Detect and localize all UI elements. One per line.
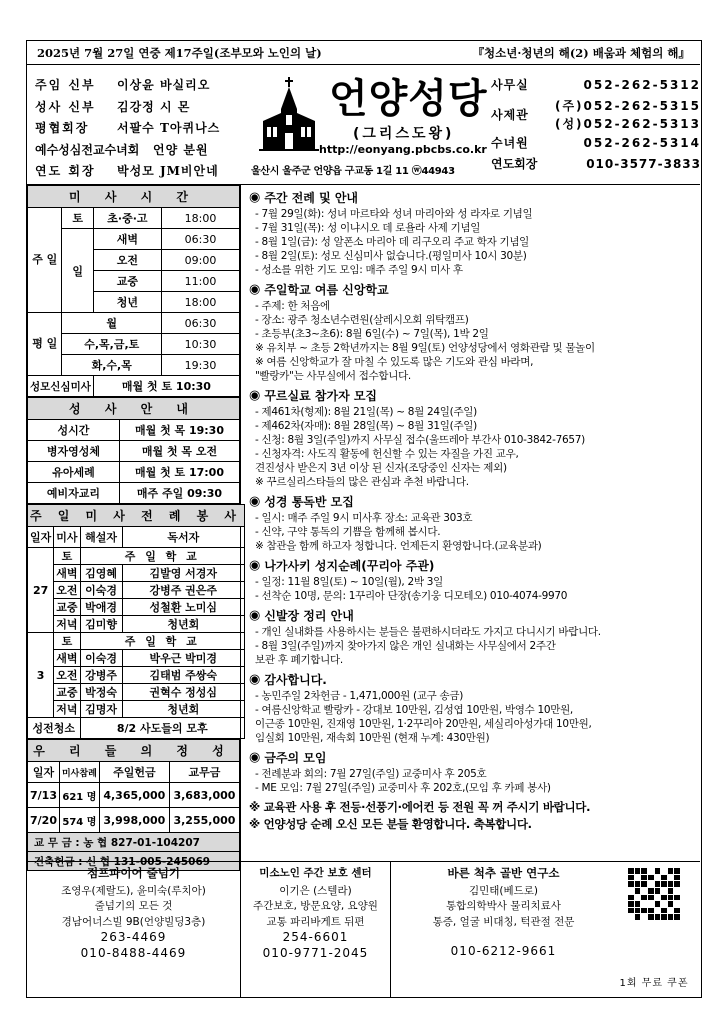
left-column — [27, 185, 242, 868]
ministry-mass: 오전 — [54, 582, 80, 599]
mass-name: 새벽 — [93, 229, 161, 250]
mass-name: 화,수,목 — [62, 355, 162, 376]
ministry-sat-group: 주 일 학 교 — [80, 548, 244, 565]
contact-label: 수녀원 — [491, 135, 529, 150]
ministry-commentator: 박정숙 — [80, 684, 122, 701]
sat-label: 토 — [62, 208, 93, 229]
sacrament-name: 성시간 — [28, 420, 120, 441]
contact-row — [491, 133, 701, 155]
news-line: - 주제: 한 처음에 — [255, 300, 330, 312]
mass-time: 18:00 — [162, 292, 240, 313]
ministry-reader: 권혁수 정성심 — [122, 684, 244, 701]
news-line: - 여름신앙학교 빨랑카 - 강대보 10만원, 김성엽 10만원, 박영수 10만원, — [255, 704, 573, 716]
news-section — [249, 189, 694, 277]
ad-text — [395, 866, 612, 993]
mass-name: 수,목,금,토 — [62, 334, 162, 355]
ministry-commentator: 박애경 — [80, 599, 122, 616]
ministry-reader: 김태범 주쌍숙 — [122, 667, 244, 684]
ad-line: 통합의학박사 물리치료사 — [446, 900, 561, 912]
news-line: - 8월 2일(토): 성모 신심미사 없습니다.(평일미사 10시 30분) — [255, 250, 527, 262]
offering-title: 우 리 들 의 정 성 — [28, 740, 240, 762]
contact-row — [491, 154, 701, 176]
sacrament-time: 매월 첫 목 오전 — [120, 441, 240, 462]
ad-line: 교통 파리바게트 뒤편 — [266, 915, 365, 928]
mass-time: 18:00 — [162, 208, 240, 229]
news-column — [241, 185, 700, 861]
ministry-mass: 새벽 — [54, 565, 80, 582]
news-line: ※ 유치부 ~ 초등 2학년까지는 8월 9일(토) 언양성당에서 영화관람 및 물놀이 — [255, 342, 595, 354]
clergy-role: 평협회장 — [35, 121, 90, 135]
news-section — [249, 607, 694, 667]
mass-name: 오전 — [93, 250, 161, 271]
clergy-role: 성사 신부 — [35, 99, 96, 114]
ministry-commentator: 김명자 — [80, 701, 122, 718]
col-day: 일자 — [28, 527, 54, 548]
news-title-text: 성경 통독반 모집 — [264, 495, 354, 509]
bullet-icon: ◉ — [249, 558, 261, 573]
ministry-mass: 저녁 — [54, 701, 80, 718]
bulletin-theme: 『청소년·청년의 해(2) 배움과 체험의 해』 — [472, 45, 690, 60]
news-line: - 선착순 10명, 문의: 1꾸리아 단장(송기웅 디모테오) 010-4074-9970 — [255, 590, 568, 602]
clergy-name: 박성모 JM비안네 — [117, 164, 219, 178]
news-section — [249, 749, 694, 795]
news-section — [249, 557, 694, 603]
sacrament-name: 병자영성체 — [28, 441, 120, 462]
ad-line: 통증, 얼굴 비대칭, 턱관절 전문 — [432, 915, 575, 928]
bullet-icon: ◉ — [249, 608, 261, 623]
ministry-mass: 교중 — [54, 684, 80, 701]
contact-row — [491, 75, 701, 97]
news-title — [249, 387, 694, 404]
clergy-row — [35, 75, 225, 97]
news-section — [249, 387, 694, 489]
mass-time: 11:00 — [162, 271, 240, 292]
news-line: - 일정: 11월 8일(토) ~ 10일(월), 2박 3일 — [255, 576, 443, 588]
clergy-row — [35, 118, 225, 140]
col-count: 미사참례 — [59, 762, 99, 783]
bullet-icon: ◉ — [249, 388, 261, 403]
news-title — [249, 671, 694, 688]
contact-number-group — [551, 97, 701, 133]
news-line: - 신청: 8월 3일(주일)까지 사무실 접수(울뜨레아 부간사 010-3842-7657) — [255, 434, 585, 446]
bullet-icon: ◉ — [249, 190, 261, 205]
mass-time: 09:00 — [162, 250, 240, 271]
news-title — [249, 749, 694, 766]
church-name: 언양성당 — [329, 76, 488, 122]
ministry-reader: 강병주 권은주 — [122, 582, 244, 599]
ad-box — [27, 862, 241, 997]
news-line: - 8월 3일(주일)까지 찾아가지 않은 개인 실내화는 사무실에서 2주간 — [255, 640, 556, 652]
bullet-icon: ◉ — [249, 750, 261, 765]
news-line: 보관 후 폐기합니다. — [255, 654, 343, 666]
bullet-icon: ◉ — [249, 282, 261, 297]
sunday-label: 주 일 — [28, 208, 62, 313]
ministry-sat: 토 — [54, 633, 80, 650]
clergy-role: 예수성심전교수녀회 — [35, 142, 140, 157]
ministry-reader: 청년회 — [122, 701, 244, 718]
coupon-label: 1회 무료 쿠폰 — [619, 977, 689, 989]
mass-name: 월 — [62, 313, 162, 334]
contact-list — [491, 75, 701, 176]
ministry-day: 27 — [28, 548, 54, 633]
ad-phone: 254-6601 — [282, 930, 349, 944]
ad-phone: 010-6212-9661 — [450, 944, 557, 958]
sacrament-table — [27, 397, 240, 504]
ad-phone: 010-8488-4469 — [80, 945, 187, 960]
mass-time: 19:30 — [162, 355, 240, 376]
contact-number: 052-262-5312 — [583, 78, 701, 92]
offering-count: 621 명 — [59, 783, 99, 808]
clergy-list — [35, 75, 225, 183]
clergy-row — [35, 97, 225, 119]
news-line: - 7월 29일(화): 성녀 마르타와 성녀 마리아와 성 라자로 기념일 — [255, 208, 533, 220]
mass-name: 초·중·고 — [93, 208, 161, 229]
mass-time: 06:30 — [162, 313, 240, 334]
ad-qr-area — [612, 866, 696, 993]
news-line: - 장소: 광주 청소년수련원(살레시오회 위탁캠프) — [255, 314, 469, 326]
ministry-sat-group: 주 일 학 교 — [80, 633, 244, 650]
ministry-reader: 김발영 서경자 — [122, 565, 244, 582]
ministry-title: 주 일 미 사 전 례 봉 사 — [28, 505, 245, 527]
ad-title: 바른 척추 골반 연구소 — [447, 866, 560, 880]
news-title-text: 감사합니다. — [264, 673, 327, 687]
clergy-name: 서팔수 T아퀴나스 — [117, 121, 221, 135]
ad-box — [241, 862, 391, 997]
sacrament-time: 매주 주일 09:30 — [120, 483, 240, 504]
sacrament-title: 성 사 안 내 — [28, 398, 240, 420]
ministry-commentator: 이숙경 — [80, 650, 122, 667]
news-title — [249, 557, 694, 574]
mass-name: 청년 — [93, 292, 161, 313]
news-line: - 7월 31일(목): 성 이냐시오 데 로욜라 사제 기념일 — [255, 222, 481, 234]
ad-line: 줄넘기의 모든 것 — [94, 900, 173, 912]
contact-label: 사제관 — [491, 107, 529, 122]
news-line: 이근종 10만원, 진재영 10만원, 1·2꾸리아 20만원, 세실리아성가대 10만원, — [255, 718, 592, 730]
col-day: 일자 — [28, 762, 60, 783]
news-title-text: 나가사키 성지순례(꾸리아 주관) — [264, 559, 435, 573]
ministry-mass: 교중 — [54, 599, 80, 616]
col-church-due: 교무금 — [169, 762, 239, 783]
offering-sunday: 3,998,000 — [99, 808, 169, 833]
sacrament-name: 유아세례 — [28, 462, 120, 483]
cleaning-label: 성전청소 — [28, 718, 81, 739]
offering-church: 3,683,000 — [169, 783, 239, 808]
ad-phone: 263-4469 — [100, 930, 167, 944]
ad-title: 점프파이어 줄넘기 — [87, 866, 180, 880]
contact-number: 052-262-5314 — [583, 135, 701, 150]
mass-schedule-table — [27, 185, 240, 397]
ministry-mass: 오전 — [54, 667, 80, 684]
ministry-commentator: 김영혜 — [80, 565, 122, 582]
mary-mass-time: 매월 첫 토 10:30 — [93, 376, 239, 397]
news-line: 임실회 10만원, 재속회 10만원 (현재 누계: 430만원) — [255, 732, 490, 744]
account-church-due: 교 무 금 : 농 협 827-01-104207 — [28, 833, 240, 852]
clergy-role: 주임 신부 — [35, 78, 96, 92]
news-title — [249, 493, 694, 510]
news-line: - 신청자격: 사도직 활동에 헌신할 수 있는 자질을 가진 교우, — [255, 448, 519, 460]
news-line: 견진성사 받은지 3년 이상 된 신자(조당중인 신자는 제외) — [255, 462, 507, 474]
news-line: - 신약, 구약 통독의 기쁨을 함께해 봅시다. — [255, 526, 441, 538]
ad-line: 주간보호, 방문요양, 요양원 — [253, 900, 378, 912]
news-line: - 성소를 위한 기도 모임: 매주 주일 9시 미사 후 — [255, 264, 463, 276]
clergy-role: 연도 회장 — [35, 164, 96, 178]
contact-number: (주)052-262-5315 — [554, 98, 701, 113]
il-label: 일 — [62, 229, 93, 313]
sacrament-time: 매월 첫 토 17:00 — [120, 462, 240, 483]
notice-line: ※ 교육관 사용 후 전등·선풍기·에어컨 등 전원 꼭 꺼 주시기 바랍니다. — [249, 800, 591, 814]
news-title-text: 금주의 모임 — [264, 751, 327, 765]
news-line: - 제462차(자매): 8월 28일(목) ~ 8월 31일(주일) — [255, 420, 477, 432]
news-line: "빨랑카"는 사무실에서 접수합니다. — [255, 370, 411, 382]
clergy-row — [35, 140, 225, 162]
header — [27, 65, 700, 185]
ministry-commentator: 이숙경 — [80, 582, 122, 599]
news-line: - 8월 1일(금): 성 알폰소 마리아 데 리구오리 주교 학자 기념일 — [255, 236, 530, 248]
church-url[interactable]: http://eonyang.pbcbs.co.kr — [319, 143, 487, 156]
ministry-commentator: 김미향 — [80, 616, 122, 633]
offering-sunday: 4,365,000 — [99, 783, 169, 808]
sacrament-time: 매월 첫 목 19:30 — [120, 420, 240, 441]
church-building-icon — [259, 77, 319, 151]
bulletin-frame — [26, 40, 702, 998]
ad-box — [391, 862, 700, 997]
clergy-name: 언양 분원 — [153, 142, 209, 157]
top-bar — [27, 41, 700, 65]
clergy-name: 김강정 시 몬 — [117, 99, 191, 114]
ad-phone: 010-9771-2045 — [262, 945, 369, 960]
ministry-reader: 청년회 — [122, 616, 244, 633]
clergy-row — [35, 161, 225, 183]
news-title-text: 주간 전례 및 안내 — [264, 191, 359, 205]
notice-line: ※ 언양성당 순례 오신 모든 분들 환영합니다. 축복합니다. — [249, 817, 532, 831]
ministry-table — [27, 504, 245, 739]
cleaning-value: 8/2 사도들의 모후 — [80, 718, 244, 739]
ad-line: 경남어너스빌 9B(언양빌딩3층) — [61, 915, 206, 928]
news-line: - 일시: 매주 주일 9시 미사후 장소: 교육관 303호 — [255, 512, 473, 524]
news-section — [249, 493, 694, 553]
offering-table — [27, 739, 240, 871]
ministry-reader: 성철환 노미심 — [122, 599, 244, 616]
ad-title: 미소노인 주간 보호 센터 — [259, 867, 372, 879]
bullet-icon: ◉ — [249, 494, 261, 509]
ministry-mass: 저녁 — [54, 616, 80, 633]
ministry-mass: 새벽 — [54, 650, 80, 667]
contact-label: 사무실 — [491, 78, 529, 92]
news-title — [249, 607, 694, 624]
news-title — [249, 189, 694, 206]
mass-time: 10:30 — [162, 334, 240, 355]
ads-footer — [27, 861, 700, 997]
mary-mass-label: 성모신심미사 — [28, 376, 94, 397]
news-line: - 전례분과 회의: 7월 27일(주일) 교중미사 후 205호 — [255, 768, 487, 780]
col-sunday-offering: 주일헌금 — [99, 762, 169, 783]
col-mass: 미사 — [54, 527, 80, 548]
contact-number: (성)052-262-5313 — [554, 116, 701, 131]
news-line: - ME 모임: 7월 27일(주일) 교중미사 후 202호,(모임 후 카페 봉사) — [255, 782, 551, 794]
clergy-name: 이상윤 바실리오 — [117, 78, 211, 92]
col-commentator: 해설자 — [80, 527, 122, 548]
news-line: ※ 참관을 함께 하고자 청합니다. 언제든지 환영합니다.(교육분과) — [255, 540, 542, 552]
news-section — [249, 281, 694, 383]
offering-day: 7/13 — [28, 783, 60, 808]
church-address: 울산시 울주군 언양읍 구교동 1길 11 ⓦ44943 — [251, 166, 455, 177]
news-title-text: 신발장 정리 안내 — [264, 609, 354, 623]
contact-number: 010-3577-3833 — [586, 157, 701, 171]
ministry-commentator: 강병주 — [80, 667, 122, 684]
contact-row — [491, 97, 701, 133]
account-building: 건축헌금 : 신 협 131-005-245069 — [28, 852, 240, 871]
news-title-text: 꾸르실료 참가자 모집 — [264, 389, 378, 403]
weekday-label: 평 일 — [28, 313, 62, 376]
bullet-icon: ◉ — [249, 672, 261, 687]
ad-line: 조영우(제랄도), 윤미숙(루치아) — [61, 884, 206, 897]
ministry-day: 3 — [28, 633, 54, 718]
news-title — [249, 281, 694, 298]
news-line: - 제461차(형제): 8월 21일(목) ~ 8월 24일(주일) — [255, 406, 477, 418]
offering-day: 7/20 — [28, 808, 60, 833]
col-reader: 독서자 — [122, 527, 244, 548]
news-line: - 초등부(초3~초6): 8월 6일(수) ~ 7일(목), 1박 2일 — [255, 328, 489, 340]
news-line: ※ 여름 신앙학교가 잘 마칠 수 있도록 많은 기도와 관심 바라며, — [255, 356, 534, 368]
offering-count: 574 명 — [59, 808, 99, 833]
offering-church: 3,255,000 — [169, 808, 239, 833]
mass-time: 06:30 — [162, 229, 240, 250]
ministry-sat: 토 — [54, 548, 80, 565]
mass-schedule-title: 미 사 시 간 — [28, 186, 240, 208]
ad-line: 김민태(베드로) — [468, 884, 539, 897]
ad-line: 이기은 (스텔라) — [279, 884, 352, 897]
qr-code-icon[interactable] — [628, 868, 680, 920]
church-subtitle: (그리스도왕) — [353, 126, 455, 142]
news-line: - 농민주일 2차헌금 - 1,471,000원 (교구 송금) — [255, 690, 464, 702]
bulletin-date: 2025년 7월 27일 연중 제17주일(조부모와 노인의 날) — [37, 45, 322, 60]
mass-name: 교중 — [93, 271, 161, 292]
ministry-reader: 박우근 박미경 — [122, 650, 244, 667]
news-section — [249, 671, 694, 745]
contact-label: 연도회장 — [491, 157, 538, 171]
news-line: - 개인 실내화를 사용하시는 분들은 불편하시더라도 가지고 다니시기 바랍니다. — [255, 626, 601, 638]
news-line: ※ 꾸르실리스타들의 많은 관심과 추천 바랍니다. — [255, 476, 469, 488]
news-title-text: 주일학교 여름 신앙학교 — [264, 283, 389, 297]
sacrament-name: 예비자교리 — [28, 483, 120, 504]
